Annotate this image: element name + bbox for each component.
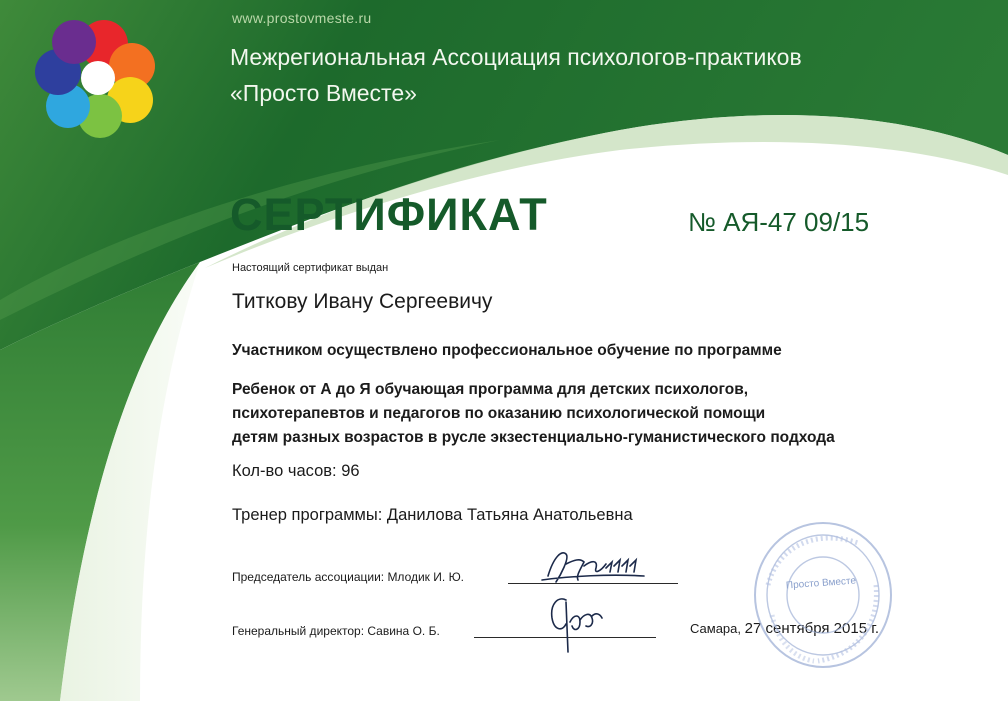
program-line: детям разных возрастов в русле экзестенциально-гуманистического подхода (232, 429, 835, 446)
stamp-label: Просто Вместе (785, 575, 857, 592)
training-statement: Участником осуществлено профессиональное обучение по программе (232, 342, 782, 359)
site-url: www.prostovmeste.ru (232, 10, 372, 26)
recipient-name: Титкову Ивану Сергеевичу (232, 290, 493, 313)
program-trainer: Тренер программы: Данилова Татьяна Анатольевна (232, 506, 633, 524)
issue-date: 27 сентября 2015 г. (744, 620, 880, 637)
multicolor-flower-logo-icon (32, 14, 162, 140)
program-line: Ребенок от А до Я обучающая программа для детских психологов, (232, 381, 749, 398)
program-line: психотерапевтов и педагогов по оказанию психологической помощи (232, 405, 766, 422)
issue-place: Самара, (690, 621, 742, 636)
round-stamp-icon (748, 515, 898, 675)
issued-to-label: Настоящий сертификат выдан (232, 262, 389, 274)
organization-name: Межрегиональная Ассоциация психологов-практиков (230, 44, 802, 70)
director-signature-icon (540, 592, 606, 658)
director-signatory: Генеральный директор: Савина О. Б. (232, 624, 440, 638)
organization-short-name: «Просто Вместе» (230, 80, 417, 106)
chair-signatory: Председатель ассоциации: Млодик И. Ю. (232, 570, 465, 584)
certificate-number: № АЯ-47 09/15 (688, 207, 870, 237)
program-name (232, 378, 972, 450)
chair-signature-icon (540, 546, 650, 588)
certificate-title: СЕРТИФИКАТ (230, 189, 548, 240)
hours-count: Кол-во часов: 96 (232, 462, 360, 480)
